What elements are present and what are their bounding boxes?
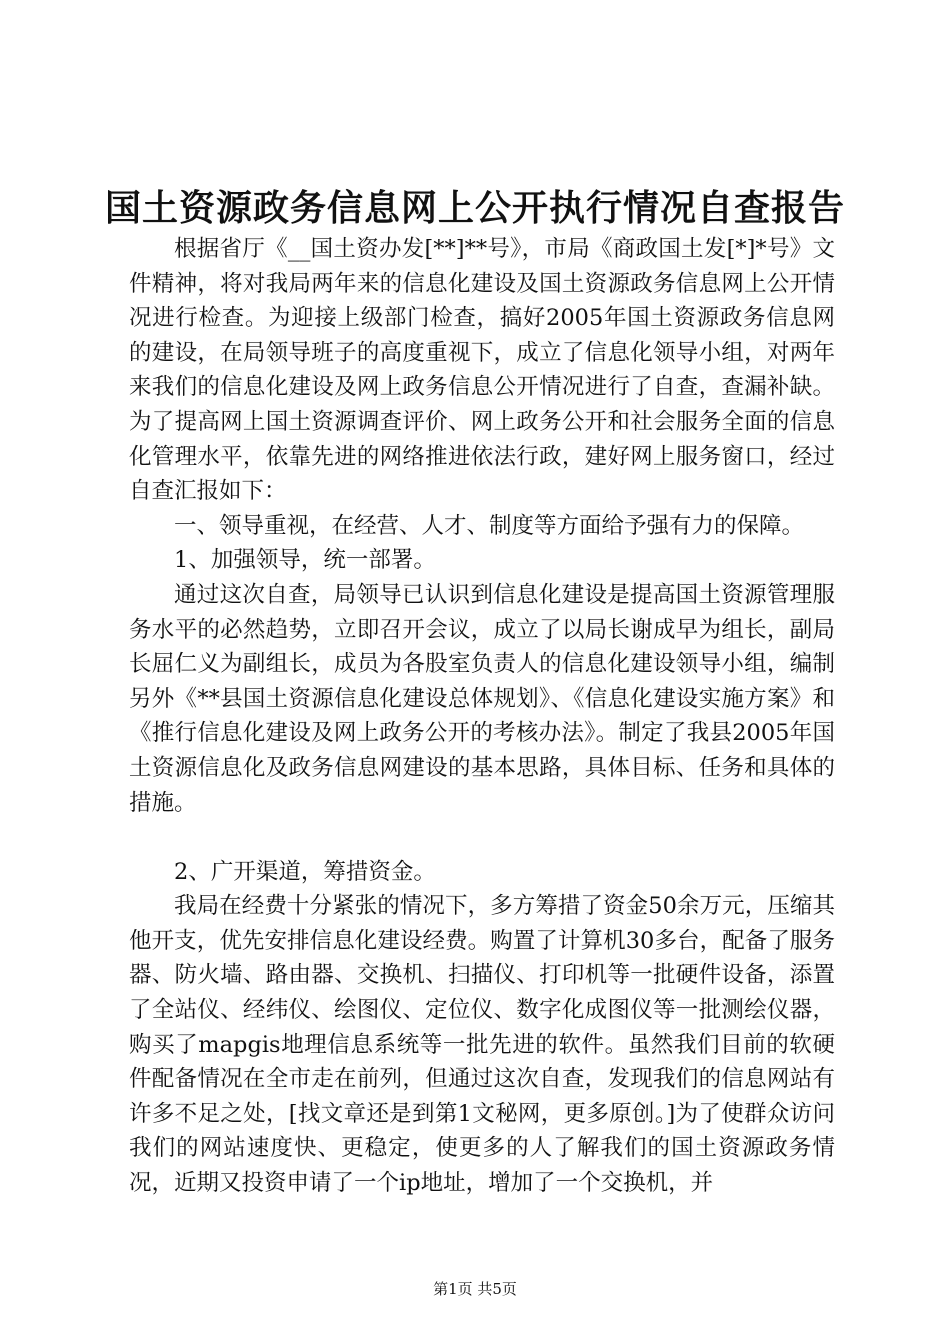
paragraph-leadership: 通过这次自查，局领导已认识到信息化建设是提高国土资源管理服务水平的必然趋势，立即召开会议，成立了以局长谢成早为组长，副局长屈仁义为副组长，成员为各股室负责人的信息化建设领导小组，编制另外《**县国土资源信息化建设总体规划》、《信息化建设实施方案》和《推行信息化建设及网上政务公开的考核办法》。制定了我县2005年国土资源信息化及政务信息网建设的基本思路，具体目标、任务和具体的措施。 (129, 581, 835, 816)
subsection-heading-1: 1、加强领导，统一部署。 (174, 547, 436, 574)
document-title: 国土资源政务信息网上公开执行情况自查报告 (104, 187, 845, 229)
subsection-heading-2: 2、广开渠道，筹措资金。 (174, 858, 436, 885)
paragraph-funding: 我局在经费十分紧张的情况下，多方筹措了资金50余万元，压缩其他开支，优先安排信息化建设经费。购置了计算机30多台，配备了服务器、防火墙、路由器、交换机、扫描仪、打印机等一批硬件设备，添置了全站仪、经纬仪、绘图仪、定位仪、数字化成图仪等一批测绘仪器，购买了mapgis地理信息系统等一批先进的软件。虽然我们目前的软硬件配备情况在全市走在前列，但通过这次自查，发现我们的信息网站有许多不足之处，[找文章还是到第1文秘网，更多原创。]为了使群众访问我们的网站速度快、更稳定，使更多的人了解我们的国土资源政务情况，近期又投资申请了一个ip地址，增加了一个交换机，并 (129, 893, 835, 1197)
page-number-footer: 第1页 共5页 (433, 1280, 517, 1298)
document-body (129, 232, 835, 1201)
section-heading-1: 一、领导重视，在经营、人才、制度等方面给予强有力的保障。 (174, 512, 805, 539)
paragraph-intro: 根据省厅《__国土资办发[**]**号》，市局《商政国土发[*]*号》文件精神，将对我局两年来的信息化建设及国土资源政务信息网上公开情况进行检查。为迎接上级部门检查，搞好2005年国土资源政务信息网的建设，在局领导班子的高度重视下，成立了信息化领导小组，对两年来我们的信息化建设及网上政务信息公开情况进行了自查，查漏补缺。为了提高网上国土资源调查评价、网上政务公开和社会服务全面的信息化管理水平，依靠先进的网络推进依法行政，建好网上服务窗口，经过自查汇报如下： (129, 236, 835, 505)
